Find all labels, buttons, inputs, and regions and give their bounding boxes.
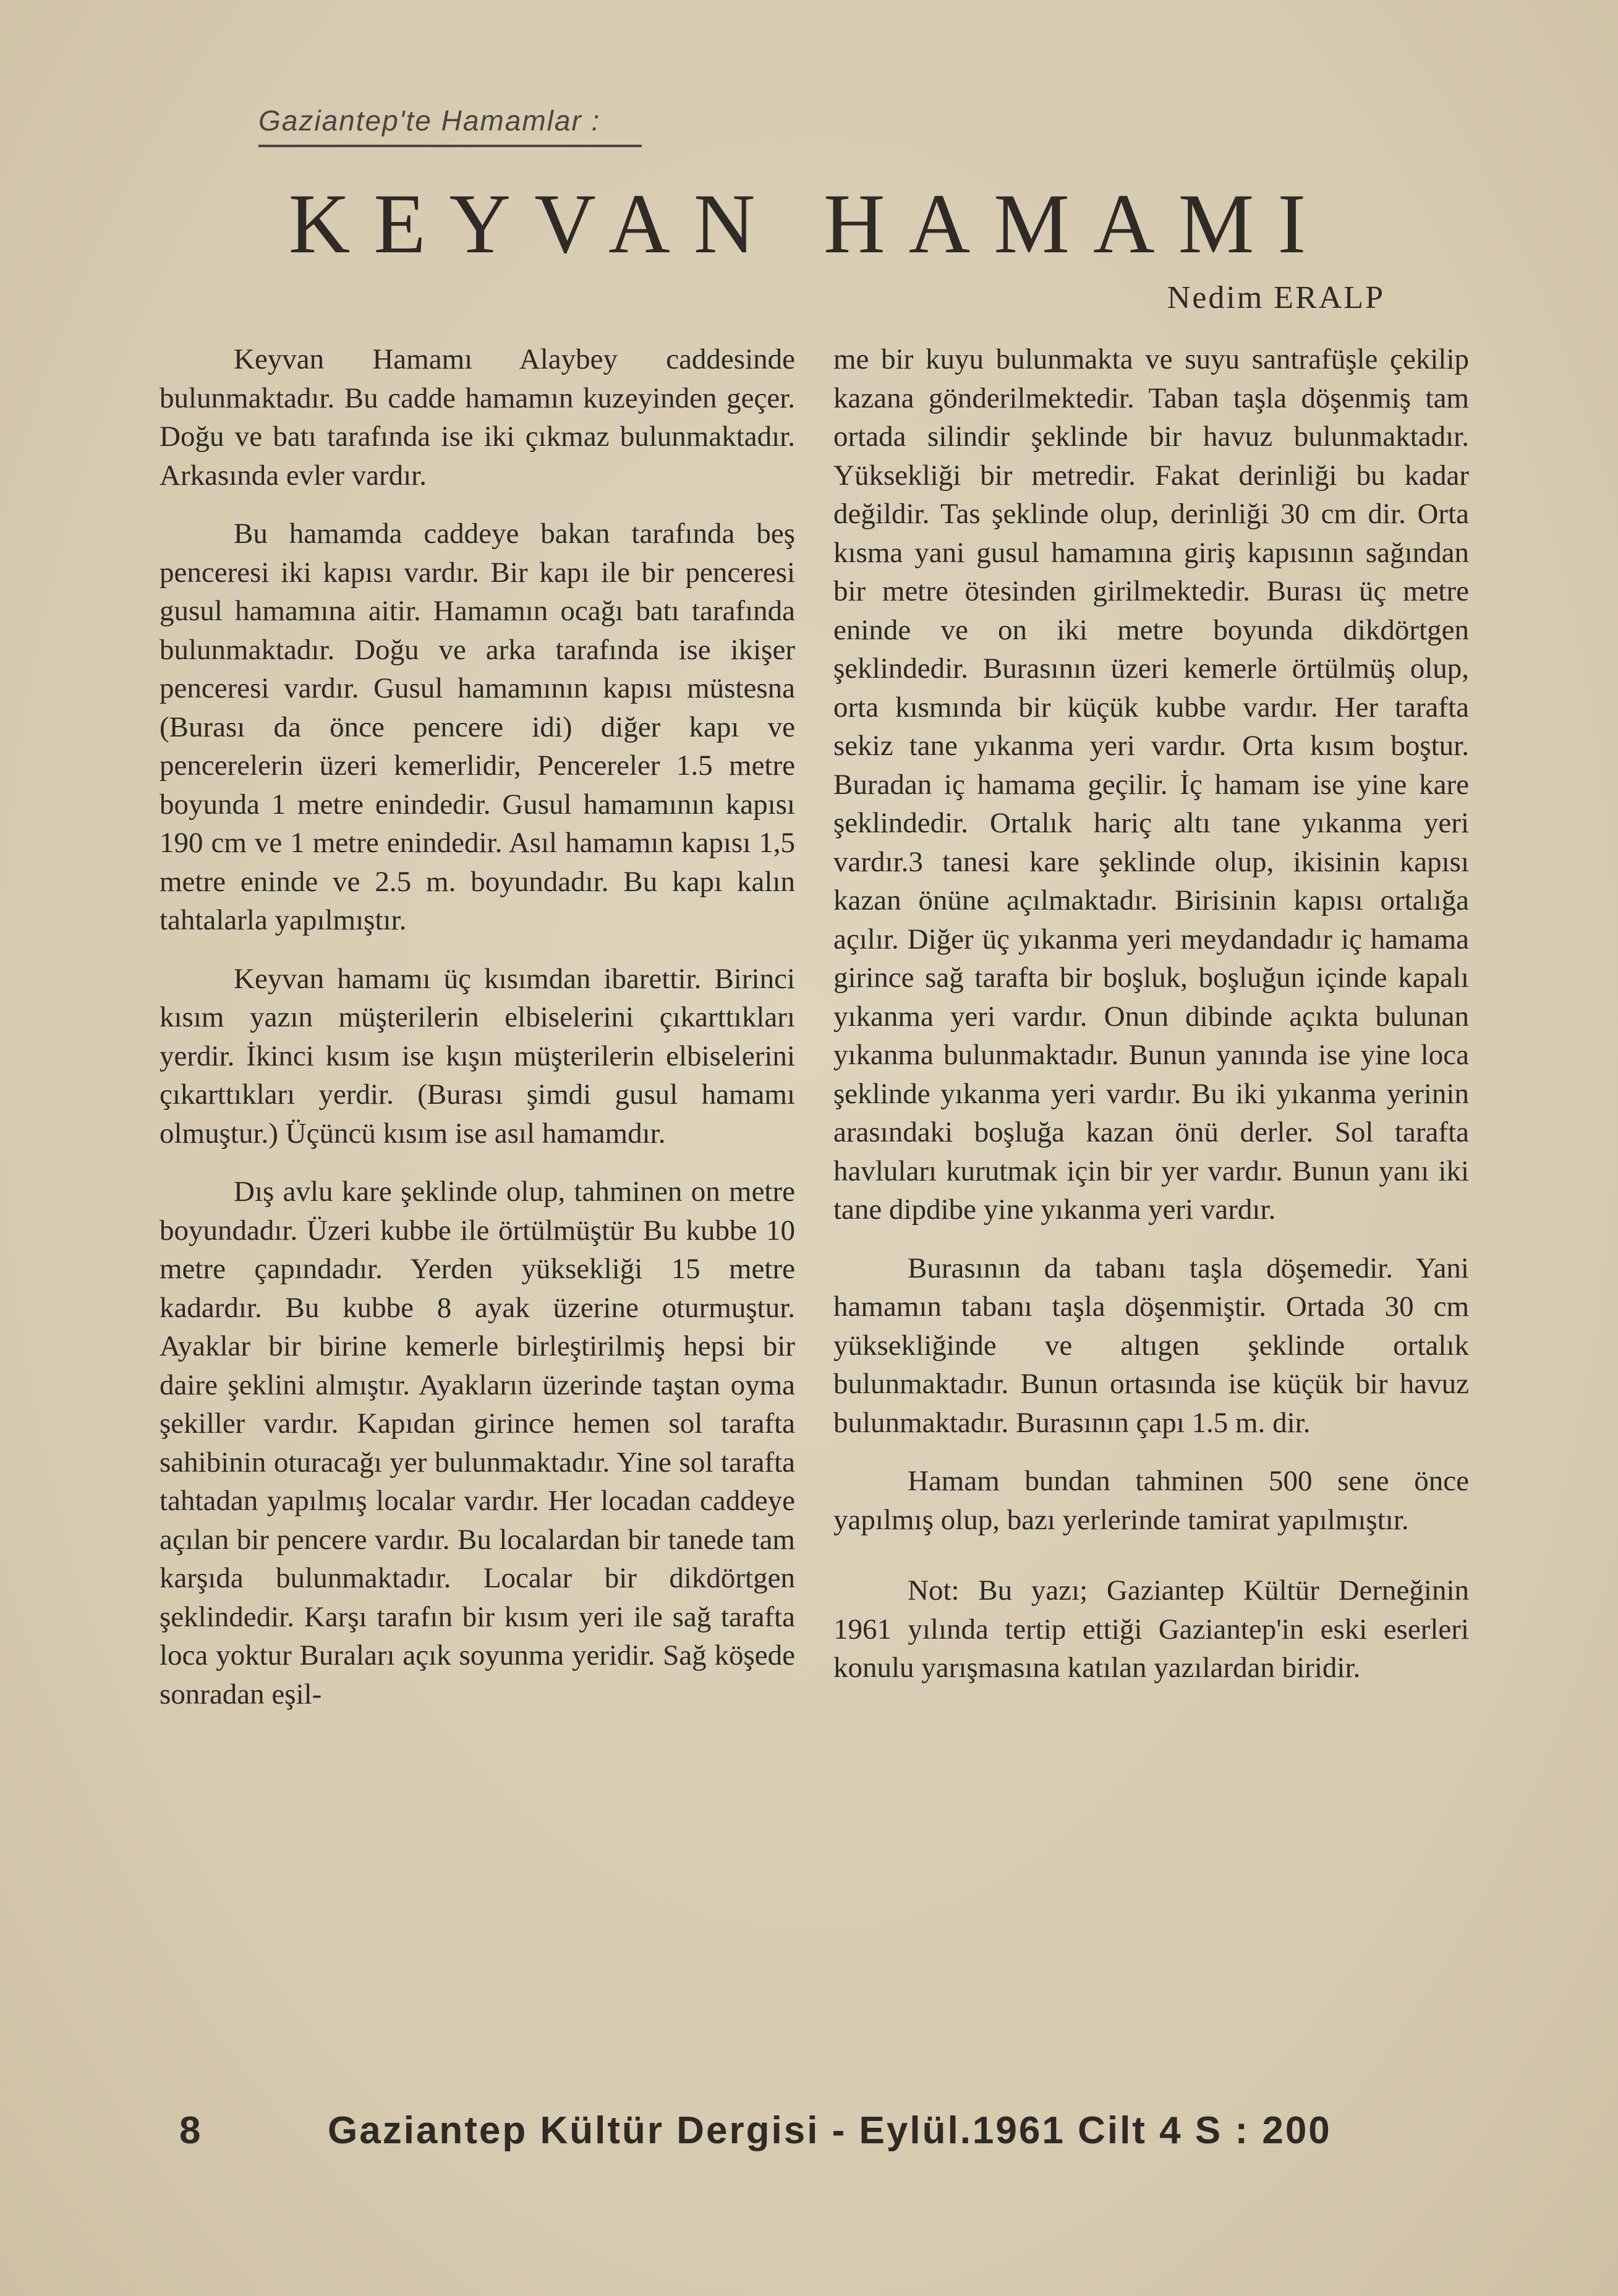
- right-column: [833, 340, 1469, 1707]
- author-name: Nedim ERALP: [1167, 280, 1385, 315]
- section-label: Gaziantep'te Hamamlar :: [258, 105, 601, 137]
- paragraph: Keyvan hamamı üç kısımdan ibarettir. Birinci kısım yazın müşterilerin elbiselerini çıkarttıkları yerdir. İkinci kısım ise kışın müşterilerin elbiselerini çıkarttıkları yerdir. (Burası şimdi gusul hamamı olmuştur.) Üçüncü kısım ise asıl hamamdır.: [160, 962, 795, 1150]
- paragraph: Burasının da tabanı taşla döşemedir. Yani hamamın tabanı taşla döşenmiştir. Ortada 30 cm yüksekliğinde ve altıgen şeklinde ortalık bulunmaktadır. Bunun ortasında ise küçük bir havuz bulunmaktadır. Burasının çapı 1.5 m. dir.: [833, 1252, 1469, 1439]
- page-footer: [179, 2109, 1478, 2153]
- paragraph: Keyvan Hamamı Alaybey caddesinde bulunmaktadır. Bu cadde hamamın kuzeyinden geçer. Doğu ve batı tarafında ise iki çıkmaz bulunmaktadır. Arkasında evler vardır.: [160, 343, 795, 492]
- left-column: [160, 340, 795, 1733]
- paragraph: Hamam bundan tahminen 500 sene önce yapılmış olup, bazı yerlerinde tamirat yapılmıştır.: [833, 1465, 1469, 1536]
- publication-info: Gaziantep Kültür Dergisi - Eylül.1961 Cilt 4 S : 200: [328, 2109, 1332, 2152]
- page-number: 8: [179, 2109, 203, 2152]
- footnote: Not: Bu yazı; Gaziantep Kültür Derneğinin 1961 yılında tertip ettiği Gaziantep'in eski eserleri konulu yarışmasına katılan yazılardan biridir.: [833, 1574, 1469, 1684]
- article-title: KEYVAN HAMAMI: [288, 176, 1330, 271]
- paragraph: Bu hamamda caddeye bakan tarafında beş penceresi iki kapısı vardır. Bir kapı ile bir penceresi gusul hamamına aitir. Hamamın ocağı batı tarafında bulunmaktadır. Doğu ve arka tarafında ise ikişer penceresi vardır. Gusul hamamının kapısı müstesna (Burası da önce pencere idi) diğer kapı ve pencerelerin üzeri kemerlidir, Pencereler 1.5 metre boyunda 1 metre enindedir. Gusul hamamının kapısı 190 cm ve 1 metre enindedir. Asıl hamamın kapısı 1,5 metre eninde ve 2.5 m. boyundadır. Bu kapı kalın tahtalarla yapılmıştır.: [160, 518, 795, 936]
- paragraph: Dış avlu kare şeklinde olup, tahminen on metre boyundadır. Üzeri kubbe ile örtülmüştür Bu kubbe 10 metre çapındadır. Yerden yüksekliği 15 metre kadardır. Bu kubbe 8 ayak üzerine oturmuştur. Ayaklar bir birine kemerle birleştirilmiş hepsi bir daire şeklini almıştır. Ayakların üzerinde taştan oyma şekiller vardır. Kapıdan girince hemen sol tarafta sahibinin oturacağı yer bulunmaktadır. Yine sol tarafta tahtadan yapılmış localar vardır. Her locadan caddeye açılan bir pencere vardır. Bu localardan bir tanede tam karşıda bulunmaktadır. Localar bir dikdörtgen şeklindedir. Karşı tarafın bir kısım yeri ile sağ tarafta loca yoktur Buraları açık soyunma yeridir. Sağ köşede sonradan eşil-: [160, 1176, 795, 1710]
- paragraph: me bir kuyu bulunmakta ve suyu santrafüşle çekilip kazana gönderilmektedir. Taban taşla döşenmiş tam ortada silindir şeklinde bir havuz bulunmaktadır. Yüksekliği bir metredir. Fakat derinliği bu kadar değildir. Tas şeklinde olup, derinliği 30 cm dir. Orta kısma yani gusul hamamına giriş kapısının sağından bir metre ötesinden girilmektedir. Burası üç metre eninde ve on iki metre boyunda dikdörtgen şeklindedir. Burasının üzeri kemerle örtülmüş olup, orta kısmında bir küçük kubbe vardır. Her tarafta sekiz tane yıkanma yeri vardır. Orta kısım boştur. Buradan iç hamama geçilir. İç hamam ise yine kare şeklindedir. Ortalık hariç altı tane yıkanma yeri vardır.3 tanesi kare şeklinde olup, ikisinin kapısı kazan önüne açılmaktadır. Birisinin kapısı ortalığa açılır. Diğer üç yıkanma yeri meydandadır iç hamama girince sağ tarafta bir boşluk, boşluğun içinde kapalı yıkanma yeri vardır. Onun dibinde açıkta bulunan yıkanma bulunmaktadır. Bunun yanında ise yine loca şeklinde yıkanma yeri vardır. Bu iki yıkanma yerinin arasındaki boşluğa kazan önü derler. Sol tarafta havluları kurutmak için bir yer vardır. Bunun yanı iki tane dipdibe yine yıkanma yeri vardır.: [833, 343, 1469, 1226]
- section-underline: [258, 145, 642, 147]
